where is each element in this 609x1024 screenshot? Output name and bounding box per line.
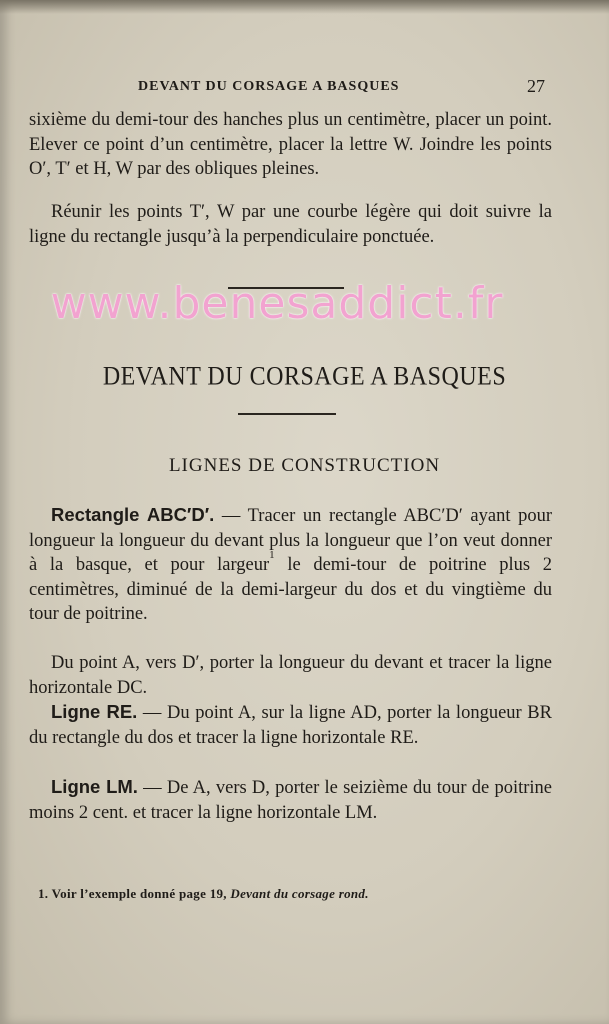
paragraph-re [29,700,552,750]
paragraph-lm [29,775,552,825]
footnote-number: 1. [38,886,49,901]
term-re: Ligne RE. [51,701,138,722]
watermark: www.benesaddict.fr [50,278,504,329]
running-head: DEVANT DU CORSAGE A BASQUES [138,79,400,94]
page-number: 27 [527,76,545,96]
lm-text: — De A, vers D, porter le seizième du tour de poitrine moins 2 cent. et tracer la ligne horizontale LM. [29,778,552,823]
term-rectangle: Rectangle ABC′D′. [51,504,215,525]
footnote-italic: Devant du corsage rond. [230,886,369,901]
section-subtitle: LIGNES DE CONSTRUCTION [168,455,441,476]
footnote-ref: 1 [269,549,275,561]
rectangle-text-cont: le demi-tour de poitrine plus 2 centimètres, diminué de la demi-largeur du dos et du vingtième du tour de poitrine. [29,555,552,624]
rectangle-text: — Tracer un rectangle ABC′D′ ayant pour longueur la longueur du devant plus la longueur que l’on veut donner à la basque, et pour largeur [29,506,552,575]
page-edge-shadow [0,0,609,14]
paragraph-dc: Du point A, vers D′, porter la longueur du devant et tracer la ligne horizontale DC. [29,653,552,698]
intro-paragraph-2: Réunir les points T′, W par une courbe légère qui doit suivre la ligne du rectangle jusqu’à la perpendiculaire ponctuée. [29,202,552,247]
paragraph-rectangle [29,503,552,627]
intro-paragraph-1: sixième du demi-tour des hanches plus un centimètre, placer un point. Elever ce point d’un centimètre, placer la lettre W. Joindre les points O′, T′ et H, W par des obliques pleines. [29,110,552,179]
title-underline-rule [238,413,336,415]
page-header [40,76,545,98]
section-title: DEVANT DU CORSAGE A BASQUES [102,362,507,391]
footnote-text: Voir l’exemple donné page 19, [48,886,231,901]
term-lm: Ligne LM. [51,776,138,797]
footnote [38,886,518,902]
re-text: — Du point A, sur la ligne AD, porter la longueur BR du rectangle du dos et tracer la ligne horizontale RE. [29,703,552,748]
